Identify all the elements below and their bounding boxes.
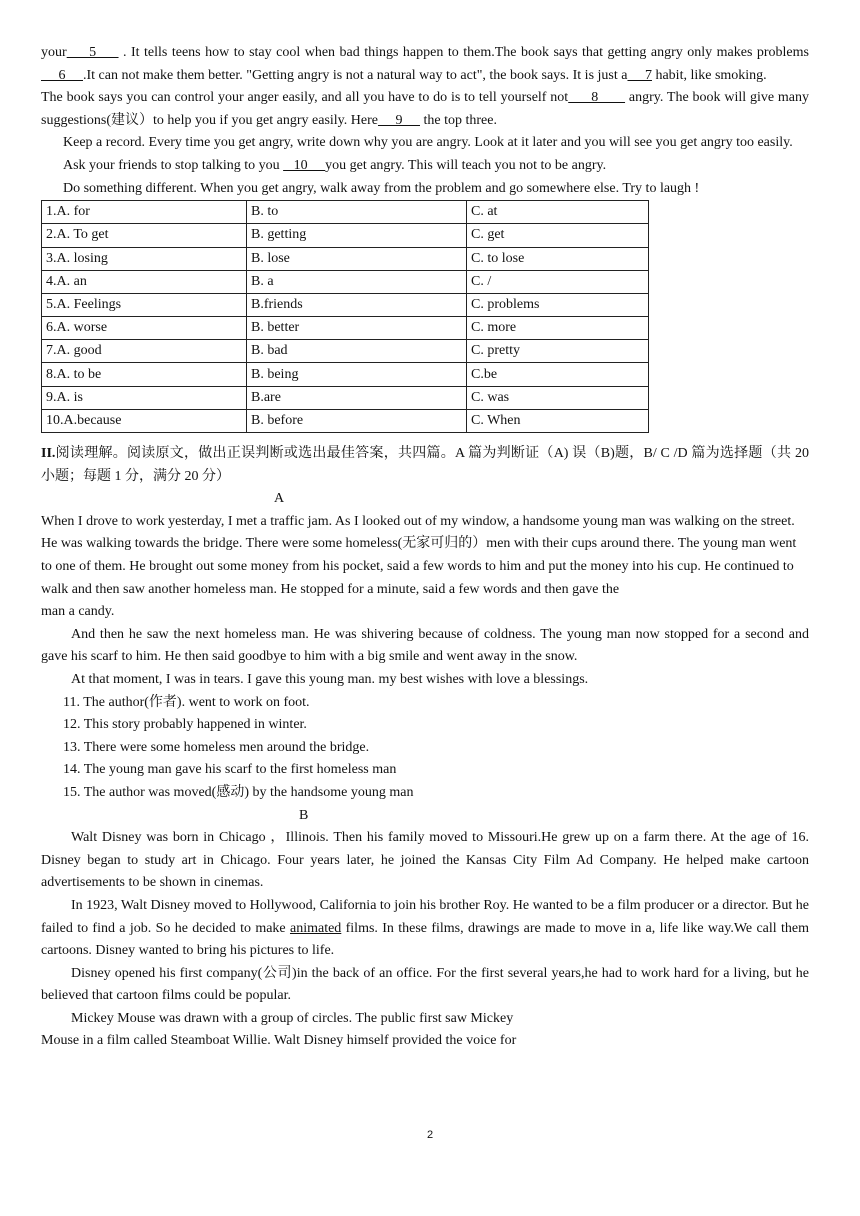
passage-paragraph-3: Keep a record. Every time you get angry, write down why you are angry. Look at it later and you will see you get angry too easily. <box>63 135 793 151</box>
option-cell: B.are <box>247 386 467 409</box>
question-item: 15. The author was moved(感动) by the handsome young man <box>63 784 414 800</box>
option-cell: 8.A. to be <box>42 363 247 386</box>
question-item: 14. The young man gave his scarf to the first homeless man <box>63 762 397 778</box>
option-cell: C. at <box>467 201 649 224</box>
option-cell: B. getting <box>247 224 467 247</box>
passage-b-paragraph-4: Mickey Mouse was drawn with a group of circles. The public first saw Mickey <box>71 1010 514 1026</box>
option-cell: C. get <box>467 224 649 247</box>
section-2-heading: II.阅读理解。阅读原文，做出正误判断或选出最佳答案，共四篇。A 篇为判断证（A) 误（B)题，B/ C /D 篇为选择题（共 20 小题；每题 1 分，满分 20 分） <box>41 446 809 484</box>
option-cell: C.be <box>467 363 649 386</box>
option-row <box>42 386 649 409</box>
passage-a-paragraph-1-end: man a candy. <box>41 604 115 620</box>
page-number: 2 <box>426 1129 434 1141</box>
option-cell: C. more <box>467 317 649 340</box>
passage-b-paragraph-3: Disney opened his first company(公司)in the back of an office. For the first several years,he had to work hard for a living, but he believed that cartoon films could be popular. <box>41 965 809 1004</box>
option-cell: 5.A. Feelings <box>42 293 247 316</box>
option-row <box>42 293 649 316</box>
option-row <box>42 201 649 224</box>
option-cell: B. before <box>247 409 467 432</box>
option-cell: B.friends <box>247 293 467 316</box>
option-row <box>42 363 649 386</box>
underlined-word: animated <box>289 920 342 936</box>
option-row <box>42 317 649 340</box>
passage-paragraph-1: your 5 . It tells teens how to stay cool when bad things happen to them.The book says that getting angry only makes problems 6 .It can not make them better. "Getting angry is not a natural way to act", the book says. It is just a 7 habit, like smoking. <box>41 45 809 83</box>
page-content <box>41 42 809 1053</box>
question-item: 11. The author(作者). went to work on foot. <box>63 694 310 710</box>
option-cell: B. bad <box>247 340 467 363</box>
options-table <box>41 200 649 433</box>
option-row <box>42 409 649 432</box>
option-cell: 3.A. losing <box>42 247 247 270</box>
option-row <box>42 340 649 363</box>
blank-5: 5 <box>66 45 119 60</box>
blank-8: 8 <box>568 90 626 106</box>
passage-paragraph-2: The book says you can control your anger easily, and all you have to do is to tell yourself not 8 angry. The book will give many suggestions(建议）to help you if you get angry easily. Here 9 the top three. <box>41 90 810 128</box>
passage-b-paragraph-1: Walt Disney was born in Chicago ，Illinois. Then his family moved to Missouri.He grew up on a farm there. At the age of 16. Disney began to study art in Chicago. Four years later, he joined the Kansas City Film Ad Company. He helped make cartoon advertisements to be shown in cinemas. <box>41 830 809 891</box>
passage-b-label: B <box>299 807 309 823</box>
option-cell: B. a <box>247 270 467 293</box>
blank-6: 6 <box>41 67 83 83</box>
question-list <box>41 692 809 805</box>
blank-10: 10 <box>283 157 326 173</box>
option-row <box>42 247 649 270</box>
option-cell: 4.A. an <box>42 270 247 293</box>
passage-a-label: A <box>274 491 285 507</box>
option-cell: 2.A. To get <box>42 224 247 247</box>
option-cell: B. being <box>247 363 467 386</box>
passage-b-paragraph-4-cont: Mouse in a film called Steamboat Willie. Walt Disney himself provided the voice for <box>41 1033 517 1049</box>
option-cell: B. better <box>247 317 467 340</box>
option-cell: C. to lose <box>467 247 649 270</box>
option-cell: 10.A.because <box>42 409 247 432</box>
option-cell: 9.A. is <box>42 386 247 409</box>
option-cell: B. lose <box>247 247 467 270</box>
question-item: 12. This story probably happened in winter. <box>63 717 307 733</box>
option-cell: 6.A. worse <box>42 317 247 340</box>
option-cell: C. When <box>467 409 649 432</box>
option-cell: C. pretty <box>467 340 649 363</box>
option-cell: B. to <box>247 201 467 224</box>
option-cell: C. problems <box>467 293 649 316</box>
option-cell: C. was <box>467 386 649 409</box>
blank-7: 7 <box>627 67 652 83</box>
question-item: 13. There were some homeless men around the bridge. <box>63 739 370 755</box>
blank-9: 9 <box>377 112 420 128</box>
option-row <box>42 224 649 247</box>
option-cell: 7.A. good <box>42 340 247 363</box>
passage-a-paragraph-2: And then he saw the next homeless man. He was shivering because of coldness. The young man now stopped for a second and gave his scarf to him. He then said goodbye to him with a big smile and went away in the snow. <box>41 626 809 665</box>
passage-a-paragraph-1: When I drove to work yesterday, I met a traffic jam. As I looked out of my window, a handsome young man was walking on the street. He was walking towards the bridge. There were some homeless(无家可归的）men with their cups around there. The young man went to one of them. He brought out some money from his pocket, said a few words to him and put the money into his cup. He continued to walk and then saw another homeless man. He stopped for a minute, said a few words and then gave the <box>41 513 797 597</box>
option-cell: 1.A. for <box>42 201 247 224</box>
option-row <box>42 270 649 293</box>
passage-b-paragraph-2: In 1923, Walt Disney moved to Hollywood, California to join his brother Roy. He wanted to be a film producer or a director. But he failed to find a job. So he decided to make animated films. In these films, drawings are made to move in a, life like way.We call them cartoons. Disney wanted to bring his pictures to life. <box>41 897 810 959</box>
passage-paragraph-5: Do something different. When you get angry, walk away from the problem and go somewhere else. Try to laugh ! <box>63 180 700 196</box>
option-cell: C. / <box>467 270 649 293</box>
passage-paragraph-4: Ask your friends to stop talking to you 10 you get angry. This will teach you not to be angry. <box>63 157 607 173</box>
passage-a-paragraph-3: At that moment, I was in tears. I gave this young man. my best wishes with love a blessings. <box>71 671 589 687</box>
